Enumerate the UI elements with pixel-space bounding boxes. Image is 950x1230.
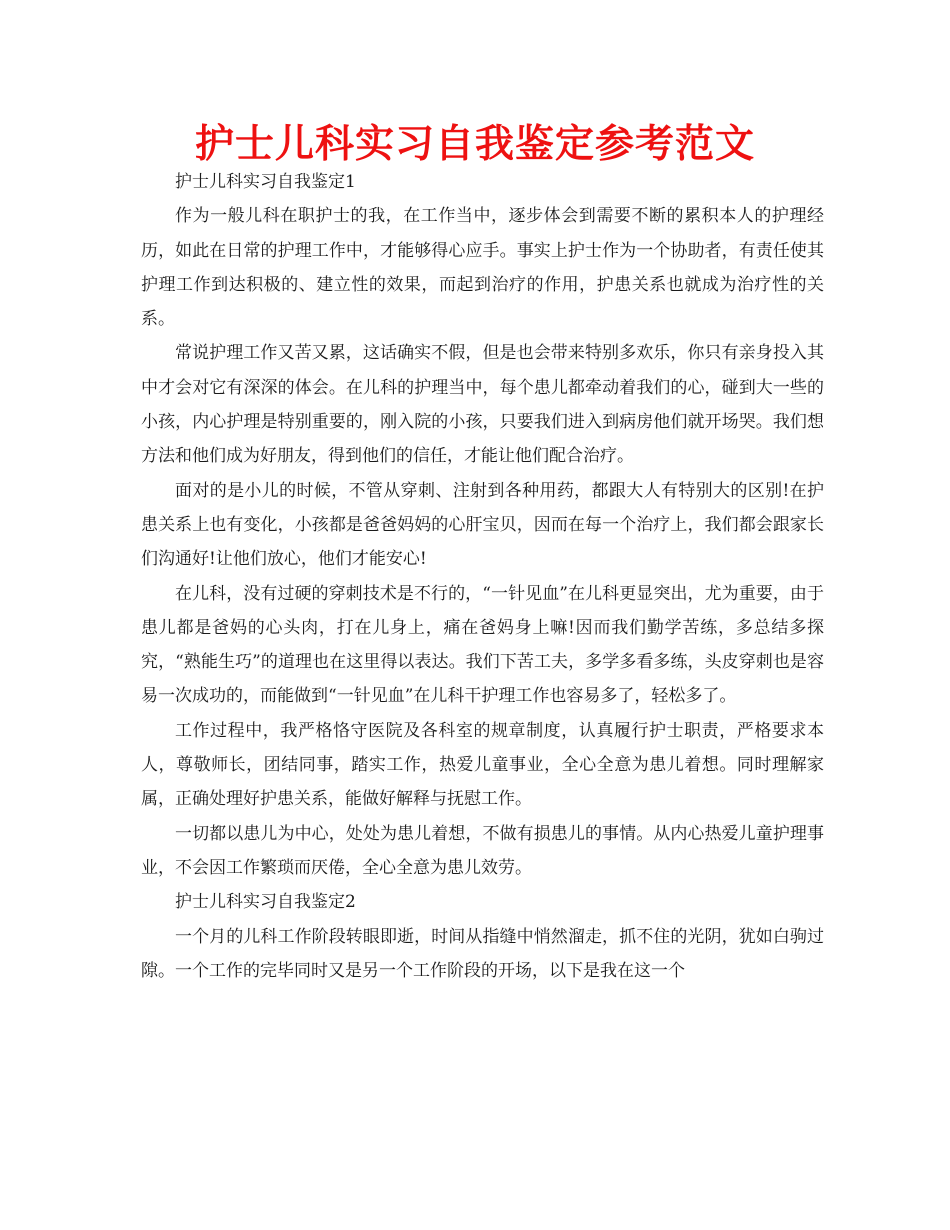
paragraph: 作为一般儿科在职护士的我，在工作当中，逐步体会到需要不断的累积本人的护理经历，如此在日常的护理工作中，才能够得心应手。事实上护士作为一个协助者，有责任使其护理工作到达积极的、建立性的效果，而起到治疗的作用，护患关系也就成为治疗性的关系。: [141, 206, 824, 330]
section-heading-1: 护士儿科实习自我鉴定1: [175, 172, 356, 192]
document-title: 护士儿科实习自我鉴定参考范文: [194, 121, 755, 167]
paragraph: 面对的是小儿的时候，不管从穿刺、注射到各种用药，都跟大人有特别大的区别!在护患关系上也有变化，小孩都是爸爸妈妈的心肝宝贝，因而在每一个治疗上，我们都会跟家长们沟通好!让他们放心，他们才能安心!: [141, 480, 824, 570]
section-heading-2: 护士儿科实习自我鉴定2: [175, 892, 356, 913]
paragraph: 常说护理工作又苦又累，这话确实不假，但是也会带来特别多欢乐，你只有亲身投入其中才会对它有深深的体会。在儿科的护理当中，每个患儿都牵动着我们的心，碰到大一些的小孩，内心护理是特别重要的，刚入院的小孩，只要我们进入到病房他们就开场哭。我们想方法和他们成为好朋友，得到他们的信任，才能让他们配合治疗。: [141, 343, 824, 467]
paragraph: 在儿科，没有过硬的穿刺技术是不行的，“一针见血”在儿科更显突出，尤为重要，由于患儿都是爸妈的心头肉，打在儿身上，痛在爸妈身上嘛!因而我们勤学苦练，多总结多探究，“熟能生巧”的道理也在这里得以表达。我们下苦工夫，多学多看多练，头皮穿刺也是容易一次成功的，而能做到“一针见血”在儿科干护理工作也容易多了，轻松多了。: [141, 583, 824, 707]
paragraph: 一个月的儿科工作阶段转眼即逝，时间从指缝中悄然溜走，抓不住的光阴，犹如白驹过隙。一个工作的完毕同时又是另一个工作阶段的开场，以下是我在这一个: [141, 926, 824, 981]
paragraph: 一切都以患儿为中心，处处为患儿着想，不做有损患儿的事情。从内心热爱儿童护理事业，不会因工作繁琐而厌倦，全心全意为患儿效劳。: [141, 823, 824, 878]
document-body: [141, 165, 824, 988]
paragraph: 工作过程中，我严格恪守医院及各科室的规章制度，认真履行护士职责，严格要求本人，尊敬师长，团结同事，踏实工作，热爱儿童事业，全心全意为患儿着想。同时理解家属，正确处理好护患关系，能做好解释与抚慰工作。: [141, 720, 824, 810]
